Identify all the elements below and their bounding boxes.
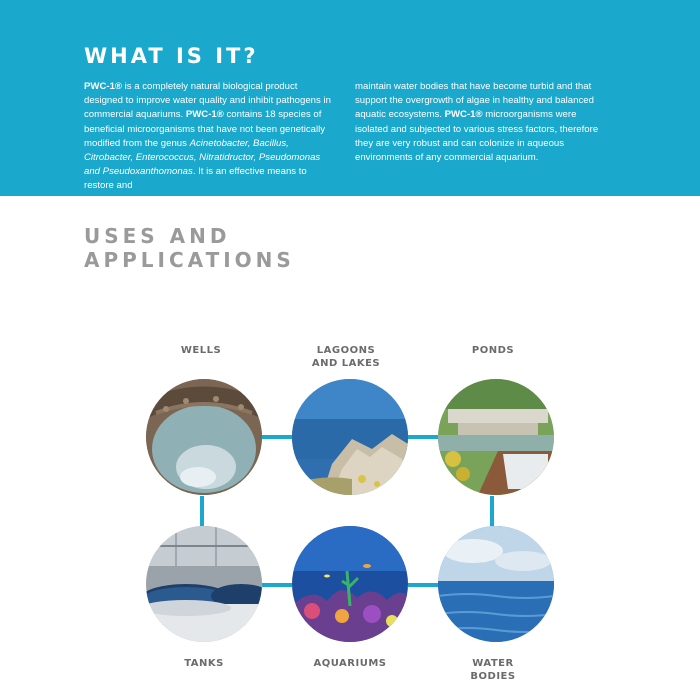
genera-list: Acinetobacter, Bacillus, Citrobacter, Enterococcus, Nitratidructor, Pseudomonas and Pseudoxanthomonas: [84, 137, 321, 178]
label-line: WELLS: [180, 345, 222, 356]
uses-and-applications-title: [84, 224, 295, 272]
label-line: WATER: [472, 658, 514, 669]
connector-line: [262, 435, 292, 439]
applications-diagram: [0, 300, 700, 700]
description-text: . It is an effective means to restore and: [84, 166, 307, 192]
ponds-image: [438, 379, 554, 495]
description-text: microorganisms were isolated and subjected to various stress factors, therefore they are very robust and can colonize in aqueous environments of any commercial aquarium.: [355, 109, 599, 164]
application-label-aquariums: [290, 657, 410, 670]
application-label-wells: [141, 344, 261, 357]
description-text: contains 18 species of beneficial microorganisms that have not been genetically modified from the genus: [84, 109, 326, 149]
brand-name: PWC-1®: [84, 81, 122, 92]
connector-line: [200, 496, 204, 526]
water-bodies-image: [438, 526, 554, 642]
lagoons-and-lakes-image: [292, 379, 408, 495]
application-label-water-bodies: [433, 657, 553, 683]
tanks-image: [146, 526, 262, 642]
label-line: LAGOONS: [316, 345, 376, 356]
label-line: AQUARIUMS: [313, 658, 387, 669]
brand-name: PWC-1®: [444, 109, 483, 121]
description-text: is a completely natural biological product designed to improve water quality and inhibit pathogens in commercial aquariums.: [84, 81, 331, 121]
description-text: maintain water bodies that have become turbid and that support the overgrowth of algae in healthy and balanced aquatic ecosystems.: [355, 81, 594, 121]
description-column-2: [355, 80, 604, 194]
connector-line: [408, 583, 438, 587]
brand-name: PWC-1®: [185, 109, 224, 121]
what-is-it-section: [0, 0, 700, 196]
application-label-tanks: [144, 657, 264, 670]
application-label-lagoons: [286, 344, 406, 370]
wells-image: [146, 379, 262, 495]
description-columns: [84, 80, 604, 194]
section-title: WHAT IS IT?: [84, 44, 259, 68]
application-label-ponds: [433, 344, 553, 357]
label-line: BODIES: [470, 671, 516, 682]
connector-line: [262, 583, 292, 587]
connector-line: [490, 496, 494, 526]
description-column-1: [84, 80, 333, 194]
aquariums-image: [292, 526, 408, 642]
label-line: TANKS: [184, 658, 224, 669]
label-line: PONDS: [471, 345, 515, 356]
label-line: AND LAKES: [311, 358, 381, 369]
title-line: USES AND: [84, 224, 231, 248]
title-line: APPLICATIONS: [84, 248, 295, 272]
connector-line: [408, 435, 438, 439]
